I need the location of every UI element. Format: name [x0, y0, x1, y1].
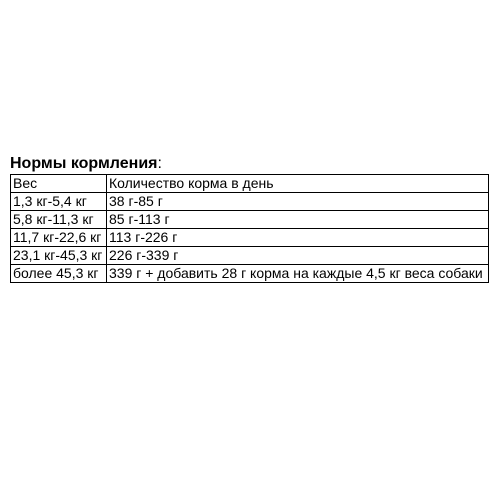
cell-amount: 226 г-339 г: [107, 247, 489, 265]
cell-weight: 1,3 кг-5,4 кг: [11, 193, 107, 211]
cell-amount: 339 г + добавить 28 г корма на каждые 4,5 кг веса собаки: [107, 265, 489, 283]
cell-weight: более 45,3 кг: [11, 265, 107, 283]
cell-amount: 85 г-113 г: [107, 211, 489, 229]
cell-amount: 113 г-226 г: [107, 229, 489, 247]
header-amount: Количество корма в день: [107, 175, 489, 193]
header-weight: Вес: [11, 175, 107, 193]
cell-weight: 11,7 кг-22,6 кг: [11, 229, 107, 247]
table-row: [11, 193, 489, 211]
table-row: [11, 265, 489, 283]
table-row: [11, 229, 489, 247]
table-header-row: [11, 175, 489, 193]
cell-amount: 38 г-85 г: [107, 193, 489, 211]
cell-weight: 23,1 кг-45,3 кг: [11, 247, 107, 265]
page-title: [10, 154, 162, 174]
feeding-table: [10, 174, 489, 283]
table-row: [11, 211, 489, 229]
title-text: Нормы кормления: [10, 155, 158, 172]
cell-weight: 5,8 кг-11,3 кг: [11, 211, 107, 229]
table-row: [11, 247, 489, 265]
title-colon: :: [157, 155, 162, 172]
